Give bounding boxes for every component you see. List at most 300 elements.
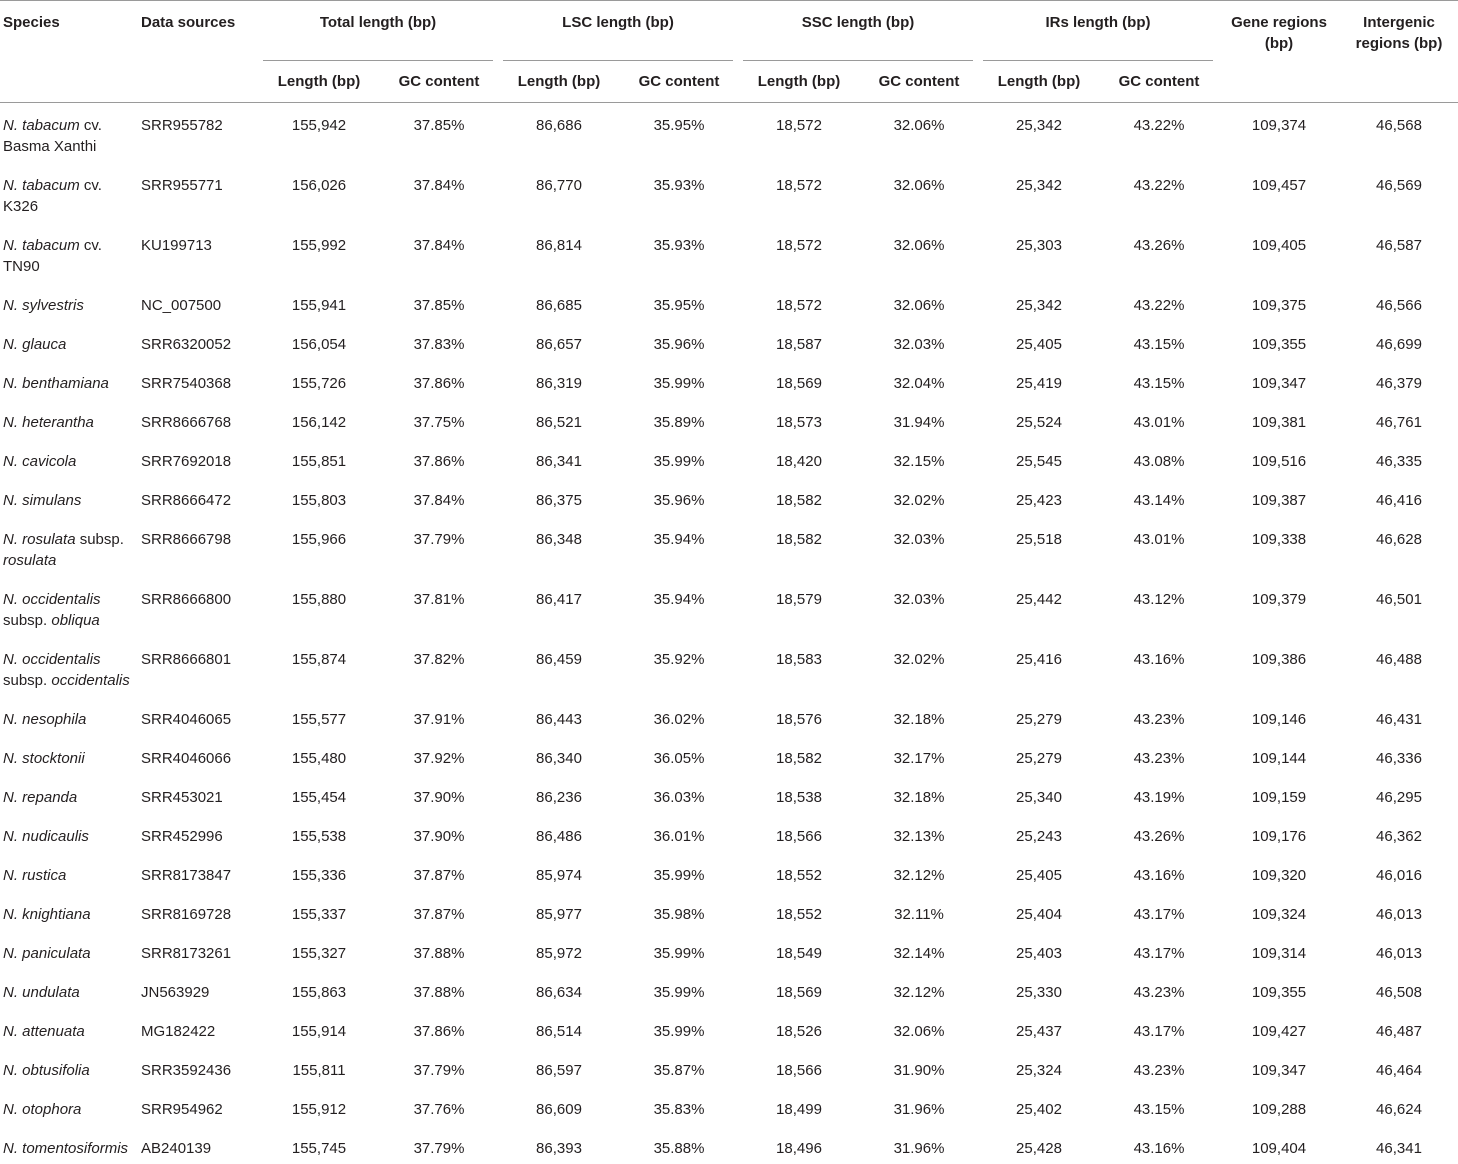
cell-gene-regions: 109,457 (1218, 162, 1340, 222)
cell-lsc-length: 86,348 (498, 516, 620, 576)
cell-irs-gc: 43.22% (1100, 162, 1218, 222)
table-header (0, 1, 1458, 103)
cell-total-gc: 37.79% (380, 1125, 498, 1164)
cell-gene-regions: 109,386 (1218, 636, 1340, 696)
cell-total-gc: 37.87% (380, 891, 498, 930)
cell-ssc-length: 18,420 (738, 438, 860, 477)
cell-data-source: SRR452996 (138, 813, 258, 852)
cell-ssc-gc: 32.03% (860, 321, 978, 360)
cell-ssc-gc: 31.94% (860, 399, 978, 438)
species-infraspecific: obliqua (51, 612, 99, 629)
cell-irs-length: 25,279 (978, 696, 1100, 735)
table-row (0, 636, 1458, 696)
cell-species (0, 360, 138, 399)
cell-lsc-length: 86,319 (498, 360, 620, 399)
cell-species (0, 103, 138, 163)
cell-gene-regions: 109,404 (1218, 1125, 1340, 1164)
cell-ssc-length: 18,526 (738, 1008, 860, 1047)
cell-data-source: SRR3592436 (138, 1047, 258, 1086)
cell-species (0, 162, 138, 222)
species-rank: cv. K326 (3, 177, 102, 215)
cell-lsc-length: 86,417 (498, 576, 620, 636)
cell-gene-regions: 109,347 (1218, 1047, 1340, 1086)
cell-irs-gc: 43.17% (1100, 891, 1218, 930)
cell-data-source: SRR4046065 (138, 696, 258, 735)
table-row (0, 930, 1458, 969)
cell-gene-regions: 109,355 (1218, 969, 1340, 1008)
cell-data-source: SRR8169728 (138, 891, 258, 930)
species-name: N. stocktonii (3, 750, 85, 767)
cell-ssc-length: 18,499 (738, 1086, 860, 1125)
cell-lsc-gc: 35.99% (620, 852, 738, 891)
cell-irs-gc: 43.23% (1100, 1047, 1218, 1086)
cell-lsc-gc: 35.99% (620, 360, 738, 399)
species-name: N. paniculata (3, 945, 91, 962)
cell-total-length: 156,026 (258, 162, 380, 222)
species-name: N. tabacum (3, 237, 80, 254)
cell-ssc-length: 18,582 (738, 516, 860, 576)
cell-data-source: SRR8666768 (138, 399, 258, 438)
species-name: N. sylvestris (3, 297, 84, 314)
cell-species (0, 735, 138, 774)
cell-ssc-gc: 32.14% (860, 930, 978, 969)
cell-irs-gc: 43.23% (1100, 696, 1218, 735)
cell-total-length: 156,142 (258, 399, 380, 438)
cell-species (0, 1008, 138, 1047)
cell-data-source: SRR954962 (138, 1086, 258, 1125)
cell-ssc-gc: 31.90% (860, 1047, 978, 1086)
cell-data-source: SRR8666472 (138, 477, 258, 516)
cell-lsc-gc: 35.93% (620, 162, 738, 222)
cell-irs-length: 25,442 (978, 576, 1100, 636)
cell-total-gc: 37.85% (380, 282, 498, 321)
cell-intergenic-regions: 46,013 (1340, 930, 1458, 969)
cell-total-gc: 37.88% (380, 969, 498, 1008)
cell-total-length: 155,538 (258, 813, 380, 852)
header-lsc-length: LSC length (bp) (498, 1, 738, 62)
table-row (0, 516, 1458, 576)
cell-total-length: 155,811 (258, 1047, 380, 1086)
subheader-irs-gc: GC content (1100, 61, 1218, 103)
cell-lsc-gc: 35.92% (620, 636, 738, 696)
subheader-total-gc: GC content (380, 61, 498, 103)
cell-species (0, 1047, 138, 1086)
cell-gene-regions: 109,355 (1218, 321, 1340, 360)
table-row (0, 477, 1458, 516)
cell-irs-length: 25,342 (978, 282, 1100, 321)
subheader-irs-length: Length (bp) (978, 61, 1100, 103)
cell-ssc-length: 18,572 (738, 282, 860, 321)
cell-data-source: SRR955771 (138, 162, 258, 222)
cell-total-length: 155,803 (258, 477, 380, 516)
cell-total-gc: 37.85% (380, 103, 498, 163)
cell-intergenic-regions: 46,568 (1340, 103, 1458, 163)
species-name: N. glauca (3, 336, 66, 353)
cell-lsc-gc: 36.02% (620, 696, 738, 735)
cell-species (0, 516, 138, 576)
cell-lsc-length: 86,657 (498, 321, 620, 360)
species-name: N. occidentalis (3, 651, 101, 668)
cell-intergenic-regions: 46,464 (1340, 1047, 1458, 1086)
cell-gene-regions: 109,176 (1218, 813, 1340, 852)
cell-intergenic-regions: 46,501 (1340, 576, 1458, 636)
cell-lsc-length: 86,486 (498, 813, 620, 852)
species-name: N. cavicola (3, 453, 76, 470)
cell-data-source: SRR8666798 (138, 516, 258, 576)
cell-gene-regions: 109,314 (1218, 930, 1340, 969)
cell-intergenic-regions: 46,336 (1340, 735, 1458, 774)
cell-lsc-length: 86,375 (498, 477, 620, 516)
cell-lsc-length: 86,514 (498, 1008, 620, 1047)
cell-lsc-length: 86,634 (498, 969, 620, 1008)
cell-species (0, 696, 138, 735)
cell-ssc-length: 18,583 (738, 636, 860, 696)
cell-lsc-gc: 36.03% (620, 774, 738, 813)
header-gene-regions: Gene regions (bp) (1218, 1, 1340, 103)
cell-gene-regions: 109,144 (1218, 735, 1340, 774)
table-row (0, 103, 1458, 163)
header-species: Species (0, 1, 138, 103)
cell-ssc-gc: 32.17% (860, 735, 978, 774)
cell-lsc-length: 86,609 (498, 1086, 620, 1125)
table-row (0, 735, 1458, 774)
cell-ssc-gc: 31.96% (860, 1086, 978, 1125)
cell-intergenic-regions: 46,624 (1340, 1086, 1458, 1125)
cell-species (0, 852, 138, 891)
table-row (0, 813, 1458, 852)
cell-data-source: SRR955782 (138, 103, 258, 163)
species-rank: subsp. (76, 531, 124, 548)
cell-species (0, 321, 138, 360)
subheader-lsc-length: Length (bp) (498, 61, 620, 103)
cell-lsc-gc: 35.96% (620, 321, 738, 360)
cell-species (0, 1086, 138, 1125)
species-name: N. occidentalis (3, 591, 101, 608)
cell-irs-length: 25,402 (978, 1086, 1100, 1125)
cell-irs-gc: 43.15% (1100, 360, 1218, 399)
cell-irs-gc: 43.26% (1100, 813, 1218, 852)
cell-total-length: 155,863 (258, 969, 380, 1008)
cell-irs-gc: 43.16% (1100, 1125, 1218, 1164)
cell-total-gc: 37.82% (380, 636, 498, 696)
cell-gene-regions: 109,320 (1218, 852, 1340, 891)
cell-total-length: 155,941 (258, 282, 380, 321)
cell-irs-gc: 43.16% (1100, 852, 1218, 891)
cell-irs-gc: 43.14% (1100, 477, 1218, 516)
cell-intergenic-regions: 46,341 (1340, 1125, 1458, 1164)
cell-data-source: NC_007500 (138, 282, 258, 321)
cell-total-gc: 37.87% (380, 852, 498, 891)
cell-total-length: 155,874 (258, 636, 380, 696)
cell-gene-regions: 109,146 (1218, 696, 1340, 735)
cell-ssc-length: 18,566 (738, 1047, 860, 1086)
cell-gene-regions: 109,387 (1218, 477, 1340, 516)
cell-irs-length: 25,428 (978, 1125, 1100, 1164)
cell-intergenic-regions: 46,699 (1340, 321, 1458, 360)
cell-lsc-length: 86,340 (498, 735, 620, 774)
cell-lsc-length: 86,814 (498, 222, 620, 282)
cell-data-source: SRR6320052 (138, 321, 258, 360)
cell-ssc-length: 18,573 (738, 399, 860, 438)
cell-irs-gc: 43.16% (1100, 636, 1218, 696)
cell-intergenic-regions: 46,379 (1340, 360, 1458, 399)
species-rank: cv. TN90 (3, 237, 102, 275)
cell-lsc-gc: 35.95% (620, 282, 738, 321)
cell-data-source: JN563929 (138, 969, 258, 1008)
cell-ssc-gc: 32.06% (860, 103, 978, 163)
table-row (0, 1008, 1458, 1047)
cell-ssc-length: 18,572 (738, 222, 860, 282)
cell-lsc-gc: 35.89% (620, 399, 738, 438)
cell-lsc-length: 86,686 (498, 103, 620, 163)
cell-data-source: SRR8173847 (138, 852, 258, 891)
table-row (0, 1047, 1458, 1086)
species-name: N. otophora (3, 1101, 81, 1118)
cell-gene-regions: 109,288 (1218, 1086, 1340, 1125)
cell-species (0, 477, 138, 516)
cell-irs-length: 25,303 (978, 222, 1100, 282)
cell-ssc-length: 18,582 (738, 735, 860, 774)
cell-gene-regions: 109,324 (1218, 891, 1340, 930)
cell-lsc-length: 86,521 (498, 399, 620, 438)
cell-lsc-length: 86,685 (498, 282, 620, 321)
cell-lsc-gc: 35.87% (620, 1047, 738, 1086)
species-name: N. knightiana (3, 906, 91, 923)
species-name: N. undulata (3, 984, 80, 1001)
cell-lsc-gc: 35.88% (620, 1125, 738, 1164)
cell-total-gc: 37.91% (380, 696, 498, 735)
cell-lsc-gc: 35.99% (620, 969, 738, 1008)
cell-lsc-length: 86,459 (498, 636, 620, 696)
cell-ssc-length: 18,549 (738, 930, 860, 969)
cell-irs-length: 25,342 (978, 162, 1100, 222)
cell-total-length: 155,966 (258, 516, 380, 576)
species-name: N. rosulata (3, 531, 76, 548)
cell-lsc-gc: 36.01% (620, 813, 738, 852)
cell-ssc-length: 18,582 (738, 477, 860, 516)
header-total-length: Total length (bp) (258, 1, 498, 62)
cell-irs-gc: 43.15% (1100, 1086, 1218, 1125)
species-name: N. rustica (3, 867, 66, 884)
cell-lsc-length: 86,236 (498, 774, 620, 813)
species-name: N. simulans (3, 492, 81, 509)
cell-irs-gc: 43.22% (1100, 282, 1218, 321)
cell-total-gc: 37.75% (380, 399, 498, 438)
cell-irs-gc: 43.23% (1100, 969, 1218, 1008)
cell-species (0, 1125, 138, 1164)
cell-data-source: MG182422 (138, 1008, 258, 1047)
cell-irs-length: 25,404 (978, 891, 1100, 930)
cell-species (0, 930, 138, 969)
header-intergenic-regions: Intergenic regions (bp) (1340, 1, 1458, 103)
cell-total-gc: 37.83% (380, 321, 498, 360)
cell-data-source: SRR7692018 (138, 438, 258, 477)
cell-ssc-length: 18,569 (738, 969, 860, 1008)
table-row (0, 696, 1458, 735)
cell-lsc-gc: 35.93% (620, 222, 738, 282)
cell-total-gc: 37.79% (380, 1047, 498, 1086)
cell-ssc-gc: 32.02% (860, 636, 978, 696)
cell-total-gc: 37.84% (380, 222, 498, 282)
table-row (0, 1125, 1458, 1164)
cell-total-gc: 37.90% (380, 774, 498, 813)
cell-ssc-gc: 32.15% (860, 438, 978, 477)
cell-data-source: SRR453021 (138, 774, 258, 813)
species-name: N. tabacum (3, 117, 80, 134)
cell-gene-regions: 109,375 (1218, 282, 1340, 321)
cell-intergenic-regions: 46,416 (1340, 477, 1458, 516)
cell-species (0, 774, 138, 813)
table-row (0, 222, 1458, 282)
cell-intergenic-regions: 46,508 (1340, 969, 1458, 1008)
cell-ssc-length: 18,552 (738, 852, 860, 891)
cell-irs-gc: 43.19% (1100, 774, 1218, 813)
cell-ssc-length: 18,566 (738, 813, 860, 852)
cell-irs-length: 25,423 (978, 477, 1100, 516)
table-row (0, 438, 1458, 477)
cell-total-length: 155,480 (258, 735, 380, 774)
cell-lsc-gc: 35.99% (620, 438, 738, 477)
cell-intergenic-regions: 46,628 (1340, 516, 1458, 576)
cell-intergenic-regions: 46,362 (1340, 813, 1458, 852)
cell-species (0, 969, 138, 1008)
table-row (0, 969, 1458, 1008)
cell-lsc-length: 85,974 (498, 852, 620, 891)
cell-intergenic-regions: 46,569 (1340, 162, 1458, 222)
cell-total-length: 155,851 (258, 438, 380, 477)
table-row (0, 321, 1458, 360)
cell-irs-length: 25,405 (978, 321, 1100, 360)
cell-irs-length: 25,416 (978, 636, 1100, 696)
cell-total-length: 156,054 (258, 321, 380, 360)
species-infraspecific: occidentalis (51, 672, 129, 689)
cell-intergenic-regions: 46,431 (1340, 696, 1458, 735)
subheader-total-length: Length (bp) (258, 61, 380, 103)
cell-total-gc: 37.90% (380, 813, 498, 852)
cell-lsc-gc: 36.05% (620, 735, 738, 774)
cell-ssc-length: 18,572 (738, 162, 860, 222)
cell-lsc-length: 85,977 (498, 891, 620, 930)
table-row (0, 162, 1458, 222)
cell-irs-gc: 43.01% (1100, 399, 1218, 438)
cell-total-length: 155,912 (258, 1086, 380, 1125)
cell-data-source: SRR8666800 (138, 576, 258, 636)
cell-gene-regions: 109,159 (1218, 774, 1340, 813)
cell-ssc-length: 18,569 (738, 360, 860, 399)
cell-irs-gc: 43.17% (1100, 930, 1218, 969)
cell-irs-length: 25,405 (978, 852, 1100, 891)
cell-ssc-gc: 32.06% (860, 162, 978, 222)
cell-lsc-length: 86,770 (498, 162, 620, 222)
cell-total-length: 155,914 (258, 1008, 380, 1047)
cell-irs-length: 25,340 (978, 774, 1100, 813)
cell-intergenic-regions: 46,013 (1340, 891, 1458, 930)
cell-data-source: SRR4046066 (138, 735, 258, 774)
cell-lsc-length: 86,443 (498, 696, 620, 735)
cell-intergenic-regions: 46,295 (1340, 774, 1458, 813)
cell-gene-regions: 109,381 (1218, 399, 1340, 438)
subheader-ssc-length: Length (bp) (738, 61, 860, 103)
cell-total-length: 155,726 (258, 360, 380, 399)
cell-intergenic-regions: 46,487 (1340, 1008, 1458, 1047)
cell-total-length: 155,327 (258, 930, 380, 969)
cell-ssc-gc: 32.06% (860, 222, 978, 282)
cell-lsc-gc: 35.83% (620, 1086, 738, 1125)
cell-total-length: 155,880 (258, 576, 380, 636)
cell-ssc-gc: 32.18% (860, 696, 978, 735)
cell-intergenic-regions: 46,335 (1340, 438, 1458, 477)
cell-gene-regions: 109,427 (1218, 1008, 1340, 1047)
table-row (0, 282, 1458, 321)
cell-irs-length: 25,243 (978, 813, 1100, 852)
cell-ssc-gc: 32.06% (860, 282, 978, 321)
cell-gene-regions: 109,374 (1218, 103, 1340, 163)
cell-data-source: AB240139 (138, 1125, 258, 1164)
subheader-ssc-gc: GC content (860, 61, 978, 103)
cell-total-gc: 37.86% (380, 438, 498, 477)
cell-total-length: 155,992 (258, 222, 380, 282)
cell-total-gc: 37.92% (380, 735, 498, 774)
species-name: N. attenuata (3, 1023, 85, 1040)
cell-irs-gc: 43.01% (1100, 516, 1218, 576)
cell-ssc-gc: 32.06% (860, 1008, 978, 1047)
species-name: N. benthamiana (3, 375, 109, 392)
cell-ssc-length: 18,552 (738, 891, 860, 930)
cell-irs-gc: 43.12% (1100, 576, 1218, 636)
cell-irs-gc: 43.15% (1100, 321, 1218, 360)
cell-total-gc: 37.84% (380, 162, 498, 222)
cell-total-length: 155,337 (258, 891, 380, 930)
cell-lsc-gc: 35.99% (620, 1008, 738, 1047)
cell-data-source: SRR7540368 (138, 360, 258, 399)
cell-species (0, 222, 138, 282)
cell-total-length: 155,454 (258, 774, 380, 813)
cell-species (0, 438, 138, 477)
cell-intergenic-regions: 46,488 (1340, 636, 1458, 696)
cell-data-source: KU199713 (138, 222, 258, 282)
cell-total-gc: 37.86% (380, 1008, 498, 1047)
cell-ssc-gc: 32.11% (860, 891, 978, 930)
cell-total-length: 155,336 (258, 852, 380, 891)
cell-data-source: SRR8173261 (138, 930, 258, 969)
cell-gene-regions: 109,338 (1218, 516, 1340, 576)
cell-ssc-length: 18,538 (738, 774, 860, 813)
cell-total-gc: 37.86% (380, 360, 498, 399)
cell-ssc-gc: 32.03% (860, 516, 978, 576)
table-row (0, 576, 1458, 636)
cell-species (0, 576, 138, 636)
cell-gene-regions: 109,347 (1218, 360, 1340, 399)
cell-ssc-length: 18,572 (738, 103, 860, 163)
cell-irs-gc: 43.23% (1100, 735, 1218, 774)
cell-irs-length: 25,524 (978, 399, 1100, 438)
cell-lsc-length: 85,972 (498, 930, 620, 969)
table-row (0, 1086, 1458, 1125)
cell-total-gc: 37.79% (380, 516, 498, 576)
cell-total-gc: 37.88% (380, 930, 498, 969)
cell-total-gc: 37.84% (380, 477, 498, 516)
cell-irs-gc: 43.08% (1100, 438, 1218, 477)
cell-lsc-gc: 35.96% (620, 477, 738, 516)
cell-irs-length: 25,545 (978, 438, 1100, 477)
cell-species (0, 399, 138, 438)
cell-total-gc: 37.81% (380, 576, 498, 636)
cell-irs-gc: 43.22% (1100, 103, 1218, 163)
cell-ssc-length: 18,496 (738, 1125, 860, 1164)
cell-ssc-length: 18,587 (738, 321, 860, 360)
cell-lsc-length: 86,341 (498, 438, 620, 477)
cell-irs-length: 25,419 (978, 360, 1100, 399)
